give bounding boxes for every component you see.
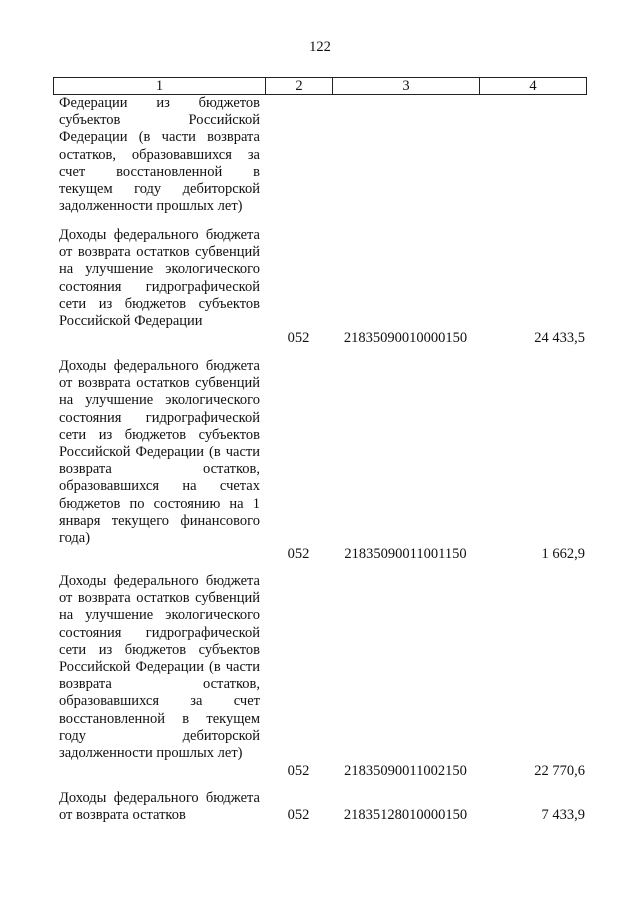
row-description: Доходы федерального бюджета от возврата остатков субвенций на улучшение экологического состояния гидрографической сети из бюджетов субъектов Российской Федерации (в части возврата остатков, образовавшихся на счетах бюджетов по состоянию на 1 января текущего финансового года): [59, 358, 260, 547]
row-budget-code: 21835128010000150: [343, 807, 468, 823]
row-admin-code: 052: [287, 807, 310, 823]
row-amount: 1 662,9: [541, 546, 585, 562]
row-amount: 7 433,9: [541, 807, 585, 823]
row-admin-code: 052: [287, 546, 310, 562]
row-amount: 22 770,6: [534, 763, 585, 779]
header-col-1: 1: [54, 78, 266, 95]
row-budget-code: 21835090011002150: [344, 763, 467, 779]
header-col-4: 4: [480, 78, 587, 95]
table-column-header: [53, 77, 587, 95]
header-col-3: 3: [333, 78, 480, 95]
row-admin-code: 052: [287, 763, 310, 779]
header-row: [54, 78, 587, 95]
row-description: Доходы федерального бюджета от возврата остатков субвенций на улучшение экологического состояния гидрографической сети из бюджетов субъектов Российской Федерации: [59, 227, 260, 330]
row-budget-code: 21835090011001150: [344, 546, 467, 562]
row-amount: 24 433,5: [534, 330, 585, 346]
header-col-2: 2: [266, 78, 333, 95]
row-description: Федерации из бюджетов субъектов Российской Федерации (в части возврата остатков, образовавшихся за счет восстановленной в текущем году дебиторской задолженности прошлых лет): [59, 95, 260, 215]
row-admin-code: 052: [287, 330, 310, 346]
row-description: Доходы федерального бюджета от возврата остатков субвенций на улучшение экологического состояния гидрографической сети из бюджетов субъектов Российской Федерации (в части возврата остатков, образовавшихся за счет восстановленной в текущем году дебиторской задолженности прошлых лет): [59, 573, 260, 762]
row-budget-code: 21835090010000150: [343, 330, 468, 346]
row-description: Доходы федерального бюджета от возврата остатков: [59, 790, 260, 824]
page-number: 122: [309, 39, 331, 55]
